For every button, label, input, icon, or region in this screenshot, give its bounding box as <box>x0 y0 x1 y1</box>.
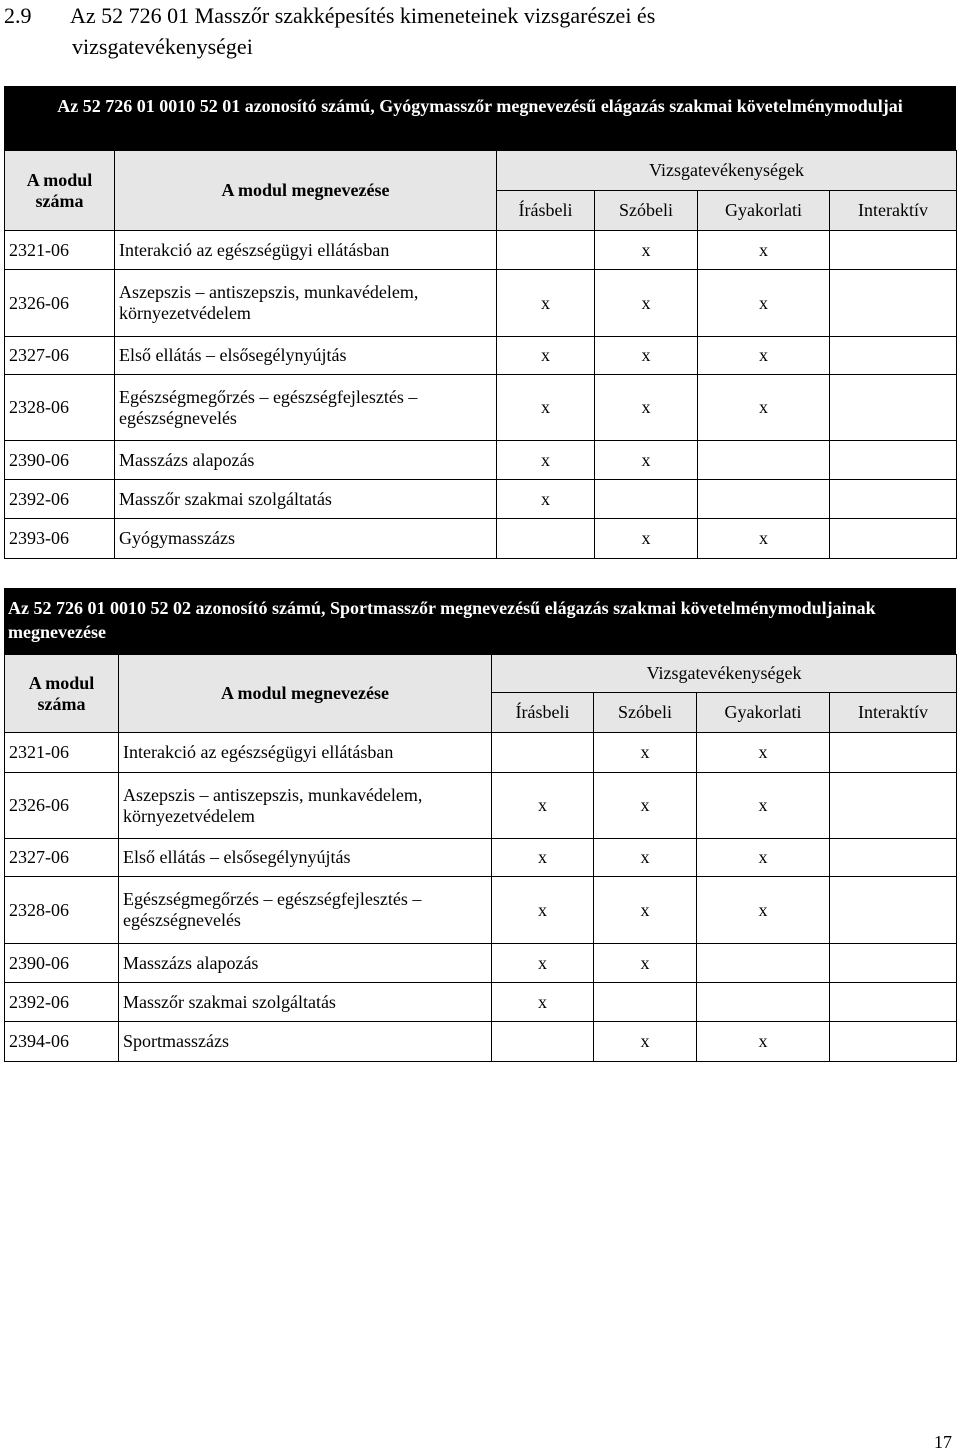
mark-szobeli: x <box>595 519 698 559</box>
table1-title: Az 52 726 01 0010 52 01 azonosító számú, Gyógymasszőr megnevezésű elágazás szakmai követelménymoduljai <box>4 86 956 150</box>
module-name: Masszázs alapozás <box>119 944 492 983</box>
table-row <box>5 944 957 983</box>
mark-gyakorlati: x <box>698 375 830 441</box>
module-code: 2321-06 <box>5 231 115 270</box>
module-name: Masszőr szakmai szolgáltatás <box>119 983 492 1022</box>
module-code: 2328-06 <box>5 375 115 441</box>
module-name: Egészségmegőrzés – egészségfejlesztés – egészségnevelés <box>119 877 492 944</box>
table-row <box>5 839 957 877</box>
mark-irasbeli: x <box>497 441 595 480</box>
table-row <box>5 375 957 441</box>
mark-interaktiv <box>830 231 957 270</box>
section-number: 2.9 <box>4 3 32 28</box>
module-name: Első ellátás – elsősegélynyújtás <box>119 839 492 877</box>
section-title-line2: vizsgatevékenységei <box>72 34 253 59</box>
module-name: Interakció az egészségügyi ellátásban <box>119 733 492 773</box>
mark-interaktiv <box>830 375 957 441</box>
mark-szobeli: x <box>595 375 698 441</box>
col-header-interaktiv: Interaktív <box>830 693 957 733</box>
mark-interaktiv <box>830 270 957 337</box>
mark-irasbeli: x <box>492 773 594 839</box>
module-code: 2392-06 <box>5 480 115 519</box>
table2 <box>4 654 957 1062</box>
mark-interaktiv <box>830 441 957 480</box>
mark-interaktiv <box>830 877 957 944</box>
col-header-vizsgatevekenysegek: Vizsgatevékenységek <box>497 151 957 191</box>
mark-irasbeli: x <box>497 480 595 519</box>
col-header-irasbeli: Írásbeli <box>497 191 595 231</box>
mark-szobeli: x <box>594 733 697 773</box>
mark-gyakorlati: x <box>697 1022 830 1062</box>
mark-szobeli: x <box>594 944 697 983</box>
mark-szobeli: x <box>594 773 697 839</box>
mark-irasbeli: x <box>492 839 594 877</box>
module-name: Sportmasszázs <box>119 1022 492 1062</box>
module-name: Aszepszis – antiszepszis, munkavédelem, környezetvédelem <box>115 270 497 337</box>
col-header-modul-megnevezese: A modul megnevezése <box>115 151 497 231</box>
mark-gyakorlati: x <box>698 337 830 375</box>
table-row <box>5 337 957 375</box>
module-code: 2394-06 <box>5 1022 119 1062</box>
mark-szobeli: x <box>595 441 698 480</box>
mark-interaktiv <box>830 519 957 559</box>
module-name: Gyógymasszázs <box>115 519 497 559</box>
col-header-szobeli: Szóbeli <box>595 191 698 231</box>
col-header-irasbeli: Írásbeli <box>492 693 594 733</box>
table-row <box>5 773 957 839</box>
mark-irasbeli <box>492 1022 594 1062</box>
mark-interaktiv <box>830 733 957 773</box>
col-header-szobeli: Szóbeli <box>594 693 697 733</box>
mark-gyakorlati <box>698 441 830 480</box>
mark-szobeli: x <box>594 877 697 944</box>
mark-interaktiv <box>830 480 957 519</box>
mark-interaktiv <box>830 983 957 1022</box>
module-code: 2393-06 <box>5 519 115 559</box>
module-name: Első ellátás – elsősegélynyújtás <box>115 337 497 375</box>
mark-interaktiv <box>830 944 957 983</box>
module-name: Interakció az egészségügyi ellátásban <box>115 231 497 270</box>
mark-irasbeli <box>497 519 595 559</box>
mark-interaktiv <box>830 337 957 375</box>
col-header-modul-szama: A modul száma <box>5 655 119 733</box>
mark-gyakorlati: x <box>698 519 830 559</box>
mark-irasbeli <box>492 733 594 773</box>
mark-irasbeli: x <box>497 337 595 375</box>
col-header-modul-megnevezese: A modul megnevezése <box>119 655 492 733</box>
mark-szobeli: x <box>594 839 697 877</box>
col-header-modul-szama: A modul száma <box>5 151 115 231</box>
mark-gyakorlati: x <box>697 733 830 773</box>
mark-gyakorlati <box>697 944 830 983</box>
col-header-gyakorlati: Gyakorlati <box>697 693 830 733</box>
section-heading <box>4 0 954 62</box>
section-title-line1: Az 52 726 01 Masszőr szakképesítés kimeneteinek vizsgarészei és <box>70 3 656 28</box>
module-code: 2328-06 <box>5 877 119 944</box>
mark-gyakorlati: x <box>698 231 830 270</box>
col-header-vizsgatevekenysegek: Vizsgatevékenységek <box>492 655 957 693</box>
mark-szobeli: x <box>594 1022 697 1062</box>
table-row <box>5 1022 957 1062</box>
mark-szobeli: x <box>595 231 698 270</box>
module-code: 2327-06 <box>5 839 119 877</box>
mark-gyakorlati: x <box>698 270 830 337</box>
module-code: 2390-06 <box>5 441 115 480</box>
page-number: 17 <box>934 1432 952 1452</box>
table-row <box>5 480 957 519</box>
col-header-gyakorlati: Gyakorlati <box>698 191 830 231</box>
mark-irasbeli: x <box>492 944 594 983</box>
module-code: 2392-06 <box>5 983 119 1022</box>
mark-szobeli <box>595 480 698 519</box>
mark-szobeli: x <box>595 337 698 375</box>
table-row <box>5 983 957 1022</box>
module-name: Egészségmegőrzés – egészségfejlesztés – egészségnevelés <box>115 375 497 441</box>
table1 <box>4 150 957 559</box>
table-row <box>5 441 957 480</box>
module-code: 2390-06 <box>5 944 119 983</box>
mark-irasbeli: x <box>492 983 594 1022</box>
mark-szobeli: x <box>595 270 698 337</box>
mark-irasbeli: x <box>497 375 595 441</box>
table-row <box>5 733 957 773</box>
module-name: Aszepszis – antiszepszis, munkavédelem, környezetvédelem <box>119 773 492 839</box>
table-row <box>5 231 957 270</box>
mark-gyakorlati: x <box>697 773 830 839</box>
mark-irasbeli: x <box>497 270 595 337</box>
mark-gyakorlati <box>698 480 830 519</box>
table-row <box>5 519 957 559</box>
mark-gyakorlati: x <box>697 877 830 944</box>
mark-szobeli <box>594 983 697 1022</box>
mark-gyakorlati: x <box>697 839 830 877</box>
mark-interaktiv <box>830 1022 957 1062</box>
module-code: 2327-06 <box>5 337 115 375</box>
module-code: 2326-06 <box>5 773 119 839</box>
module-code: 2326-06 <box>5 270 115 337</box>
table-row <box>5 877 957 944</box>
module-name: Masszázs alapozás <box>115 441 497 480</box>
col-header-interaktiv: Interaktív <box>830 191 957 231</box>
module-code: 2321-06 <box>5 733 119 773</box>
mark-irasbeli: x <box>492 877 594 944</box>
table-row <box>5 270 957 337</box>
table2-title: Az 52 726 01 0010 52 02 azonosító számú, Sportmasszőr megnevezésű elágazás szakmai követelménymoduljainak megnevezése <box>4 588 956 654</box>
mark-interaktiv <box>830 773 957 839</box>
module-name: Masszőr szakmai szolgáltatás <box>115 480 497 519</box>
mark-interaktiv <box>830 839 957 877</box>
mark-gyakorlati <box>697 983 830 1022</box>
mark-irasbeli <box>497 231 595 270</box>
